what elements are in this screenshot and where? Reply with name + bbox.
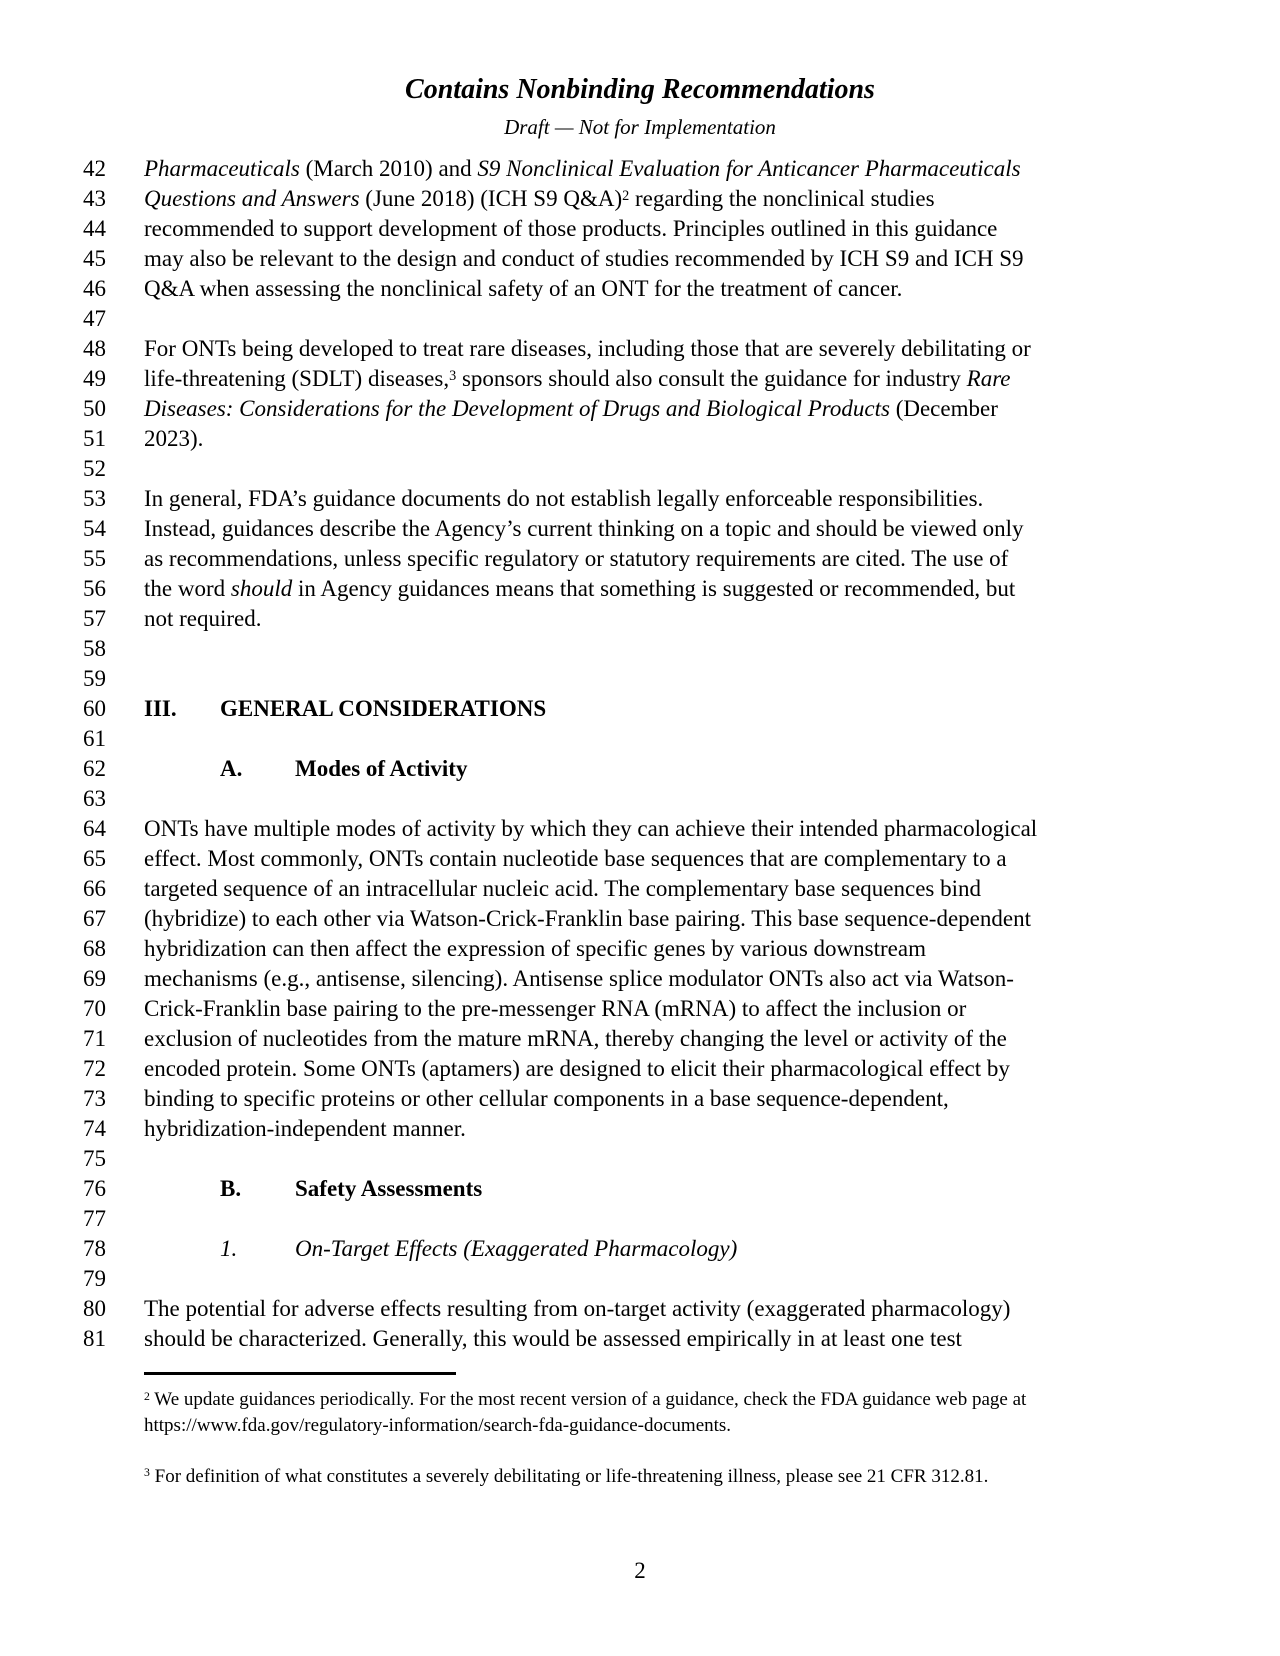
document-line xyxy=(0,1324,1037,1354)
line-number: 57 xyxy=(83,606,106,631)
document-line xyxy=(0,214,1037,244)
line-number: 72 xyxy=(83,1056,106,1081)
line-number: 76 xyxy=(83,1176,106,1201)
page-number: 2 xyxy=(634,1558,646,1583)
document-line xyxy=(0,904,1037,934)
document-line xyxy=(0,1294,1037,1324)
heading-label: 1. xyxy=(220,1236,238,1261)
text-segment: 2023). xyxy=(144,426,204,451)
text-segment: On-Target Effects (Exaggerated Pharmacology) xyxy=(295,1236,738,1261)
text-segment: regarding the nonclinical studies xyxy=(629,186,935,211)
document-line xyxy=(0,1234,1037,1264)
text-segment: effect. Most commonly, ONTs contain nucleotide base sequences that are complementary to a xyxy=(144,846,1007,871)
document-line xyxy=(0,814,1037,844)
line-number: 45 xyxy=(83,246,106,271)
text-segment: hybridization can then affect the expression of specific genes by various downstream xyxy=(144,936,926,961)
document-line xyxy=(0,994,1037,1024)
footnote-marker: 3 xyxy=(144,1466,150,1480)
document-line xyxy=(0,1114,1037,1144)
line-number: 49 xyxy=(83,366,106,391)
text-segment: In general, FDA’s guidance documents do not establish legally enforceable responsibilities. xyxy=(144,486,984,511)
line-text xyxy=(144,1324,962,1354)
document-line xyxy=(0,1054,1037,1084)
text-segment: in Agency guidances means that something is suggested or recommended, but xyxy=(292,576,1016,601)
text-segment: Q&A when assessing the nonclinical safety of an ONT for the treatment of cancer. xyxy=(144,276,903,301)
text-segment: Pharmaceuticals xyxy=(144,156,300,181)
text-segment: life-threatening (SDLT) diseases, xyxy=(144,366,450,391)
text-segment: (December xyxy=(889,396,998,421)
document-line xyxy=(0,844,1037,874)
text-segment: binding to specific proteins or other cellular components in a base sequence-dependent, xyxy=(144,1086,949,1111)
document-line xyxy=(0,934,1037,964)
document-line xyxy=(0,364,1037,394)
line-text xyxy=(144,1084,949,1114)
heading-label: III. xyxy=(144,696,177,721)
line-number: 66 xyxy=(83,876,106,901)
heading-label: B. xyxy=(220,1176,242,1201)
text-segment: encoded protein. Some ONTs (aptamers) are designed to elicit their pharmacological effect by xyxy=(144,1056,1010,1081)
text-segment: sponsors should also consult the guidance for industry xyxy=(456,366,967,391)
text-segment: the word xyxy=(144,576,231,601)
line-number: 62 xyxy=(83,756,106,781)
text-segment: as recommendations, unless specific regulatory or statutory requirements are cited. The use of xyxy=(144,546,1009,571)
document-line xyxy=(0,664,1037,694)
line-text xyxy=(144,484,983,514)
line-number: 43 xyxy=(83,186,106,211)
document-line xyxy=(0,244,1037,274)
heading-label: A. xyxy=(220,756,243,781)
line-text xyxy=(144,1294,1010,1324)
line-number: 79 xyxy=(83,1266,106,1291)
document-header xyxy=(0,74,1280,140)
text-segment: not required. xyxy=(144,606,262,631)
line-number: 80 xyxy=(83,1296,106,1321)
line-number: 56 xyxy=(83,576,106,601)
line-text xyxy=(144,844,1007,874)
line-text xyxy=(144,694,546,724)
text-segment: Diseases: Considerations for the Development of Drugs and Biological Products xyxy=(144,396,890,421)
line-number: 61 xyxy=(83,726,106,751)
text-segment: Instead, guidances describe the Agency’s current thinking on a topic and should be viewed only xyxy=(144,516,1024,541)
text-segment: hybridization-independent manner. xyxy=(144,1116,466,1141)
document-line xyxy=(0,484,1037,514)
footnote-reference: 2 xyxy=(622,187,630,204)
line-number: 52 xyxy=(83,456,106,481)
line-text xyxy=(144,574,1015,604)
line-number: 54 xyxy=(83,516,106,541)
line-text xyxy=(144,214,997,244)
line-number: 47 xyxy=(83,306,106,331)
document-line xyxy=(0,454,1037,484)
text-segment: may also be relevant to the design and conduct of studies recommended by ICH S9 and ICH S9 xyxy=(144,246,1024,271)
text-segment: (June 2018) (ICH S9 Q&A) xyxy=(359,186,623,211)
document-line xyxy=(0,184,1037,214)
line-text xyxy=(144,544,1008,574)
line-text xyxy=(144,1174,482,1204)
line-number: 51 xyxy=(83,426,106,451)
line-text xyxy=(144,964,1014,994)
header-title: Contains Nonbinding Recommendations xyxy=(405,74,875,105)
line-text xyxy=(144,1114,466,1144)
text-segment: targeted sequence of an intracellular nucleic acid. The complementary base sequences bind xyxy=(144,876,982,901)
footnote-reference: 3 xyxy=(449,367,457,384)
document-line xyxy=(0,1024,1037,1054)
line-text xyxy=(144,274,902,304)
document-line xyxy=(0,784,1037,814)
line-number: 81 xyxy=(83,1326,106,1351)
line-text xyxy=(144,394,998,424)
document-line xyxy=(0,304,1037,334)
line-text xyxy=(144,1024,1007,1054)
text-segment: GENERAL CONSIDERATIONS xyxy=(220,696,547,721)
footnote-marker: 2 xyxy=(144,1389,150,1403)
line-text xyxy=(144,244,1024,274)
line-number: 73 xyxy=(83,1086,106,1111)
line-number: 58 xyxy=(83,636,106,661)
line-number: 78 xyxy=(83,1236,106,1261)
footnote-area xyxy=(144,1372,1144,1515)
footnote xyxy=(144,1464,1144,1490)
text-segment: ONTs have multiple modes of activity by which they can achieve their intended pharmacological xyxy=(144,816,1038,841)
line-text xyxy=(144,364,1011,394)
document-line xyxy=(0,874,1037,904)
text-segment: recommended to support development of those products. Principles outlined in this guidance xyxy=(144,216,998,241)
line-number: 55 xyxy=(83,546,106,571)
line-text xyxy=(144,424,203,454)
document-line xyxy=(0,1144,1037,1174)
line-number: 65 xyxy=(83,846,106,871)
line-number: 60 xyxy=(83,696,106,721)
line-text xyxy=(144,184,935,214)
document-line xyxy=(0,1264,1037,1294)
document-line xyxy=(0,1204,1037,1234)
text-segment: (hybridize) to each other via Watson-Crick-Franklin base pairing. This base sequence-dependent xyxy=(144,906,1031,931)
document-line xyxy=(0,154,1037,184)
line-number: 48 xyxy=(83,336,106,361)
document-line xyxy=(0,1174,1037,1204)
document-line xyxy=(0,604,1037,634)
document-line xyxy=(0,634,1037,664)
line-number: 59 xyxy=(83,666,106,691)
footnote-list xyxy=(144,1387,1144,1489)
body-text xyxy=(0,154,1037,1354)
text-segment: should xyxy=(230,576,293,601)
text-segment: mechanisms (e.g., antisense, silencing). Antisense splice modulator ONTs also act via Watson- xyxy=(144,966,1014,991)
document-line xyxy=(0,1084,1037,1114)
text-segment: (March 2010) and xyxy=(299,156,478,181)
footnote-line: $^3$ For definition of what constitutes a severely debilitating or life-threatening illness, please see 21 CFR 312.81. xyxy=(144,1465,989,1487)
line-number: 63 xyxy=(83,786,106,811)
line-text xyxy=(144,154,1021,184)
line-text xyxy=(144,994,966,1024)
document-line xyxy=(0,964,1037,994)
document-line xyxy=(0,424,1037,454)
line-number: 42 xyxy=(83,156,106,181)
footnote xyxy=(144,1387,1144,1438)
footnote-line: https://www.fda.gov/regulatory-information/search-fda-guidance-documents. xyxy=(144,1414,732,1436)
document-line xyxy=(0,334,1037,364)
document-line xyxy=(0,514,1037,544)
text-segment: S9 Nonclinical Evaluation for Anticancer Pharmaceuticals xyxy=(477,156,1021,181)
header-subtitle: Draft — Not for Implementation xyxy=(504,115,776,139)
line-number: 53 xyxy=(83,486,106,511)
line-number: 67 xyxy=(83,906,106,931)
document-line xyxy=(0,274,1037,304)
text-segment: Rare xyxy=(966,366,1011,391)
document-line xyxy=(0,724,1037,754)
footnote-line: $^2$ We update guidances periodically. For the most recent version of a guidance, check the FDA guidance web page at xyxy=(144,1389,1027,1410)
line-number: 44 xyxy=(83,216,106,241)
footnote-separator xyxy=(144,1372,456,1375)
line-number: 69 xyxy=(83,966,106,991)
line-text xyxy=(144,604,262,634)
text-segment: For ONTs being developed to treat rare diseases, including those that are severely debilitating or xyxy=(144,336,1031,361)
document-line xyxy=(0,574,1037,604)
document-line xyxy=(0,544,1037,574)
line-text xyxy=(144,1054,1010,1084)
line-number: 68 xyxy=(83,936,106,961)
document-line xyxy=(0,694,1037,724)
line-number: 71 xyxy=(83,1026,106,1051)
line-number: 46 xyxy=(83,276,106,301)
text-segment: The potential for adverse effects resulting from on-target activity (exaggerated pharmacology) xyxy=(144,1296,1011,1321)
line-text xyxy=(144,334,1031,364)
text-segment: Safety Assessments xyxy=(295,1176,483,1201)
line-number: 77 xyxy=(83,1206,106,1231)
line-number: 75 xyxy=(83,1146,106,1171)
line-text xyxy=(144,1234,737,1264)
line-text xyxy=(144,754,467,784)
line-text xyxy=(144,814,1037,844)
line-text xyxy=(144,514,1024,544)
text-segment: should be characterized. Generally, this would be assessed empirically in at least one test xyxy=(144,1326,962,1351)
line-text xyxy=(144,874,981,904)
text-segment: exclusion of nucleotides from the mature mRNA, thereby changing the level or activity of the xyxy=(144,1026,1007,1051)
document-line xyxy=(0,394,1037,424)
line-number: 74 xyxy=(83,1116,106,1141)
document-line xyxy=(0,754,1037,784)
line-number: 50 xyxy=(83,396,106,421)
text-segment: Questions and Answers xyxy=(144,186,360,211)
line-number: 64 xyxy=(83,816,106,841)
line-text xyxy=(144,934,926,964)
text-segment: Modes of Activity xyxy=(295,756,468,781)
text-segment: Crick-Franklin base pairing to the pre-messenger RNA (mRNA) to affect the inclusion or xyxy=(144,996,967,1021)
line-text xyxy=(144,904,1031,934)
line-number: 70 xyxy=(83,996,106,1021)
